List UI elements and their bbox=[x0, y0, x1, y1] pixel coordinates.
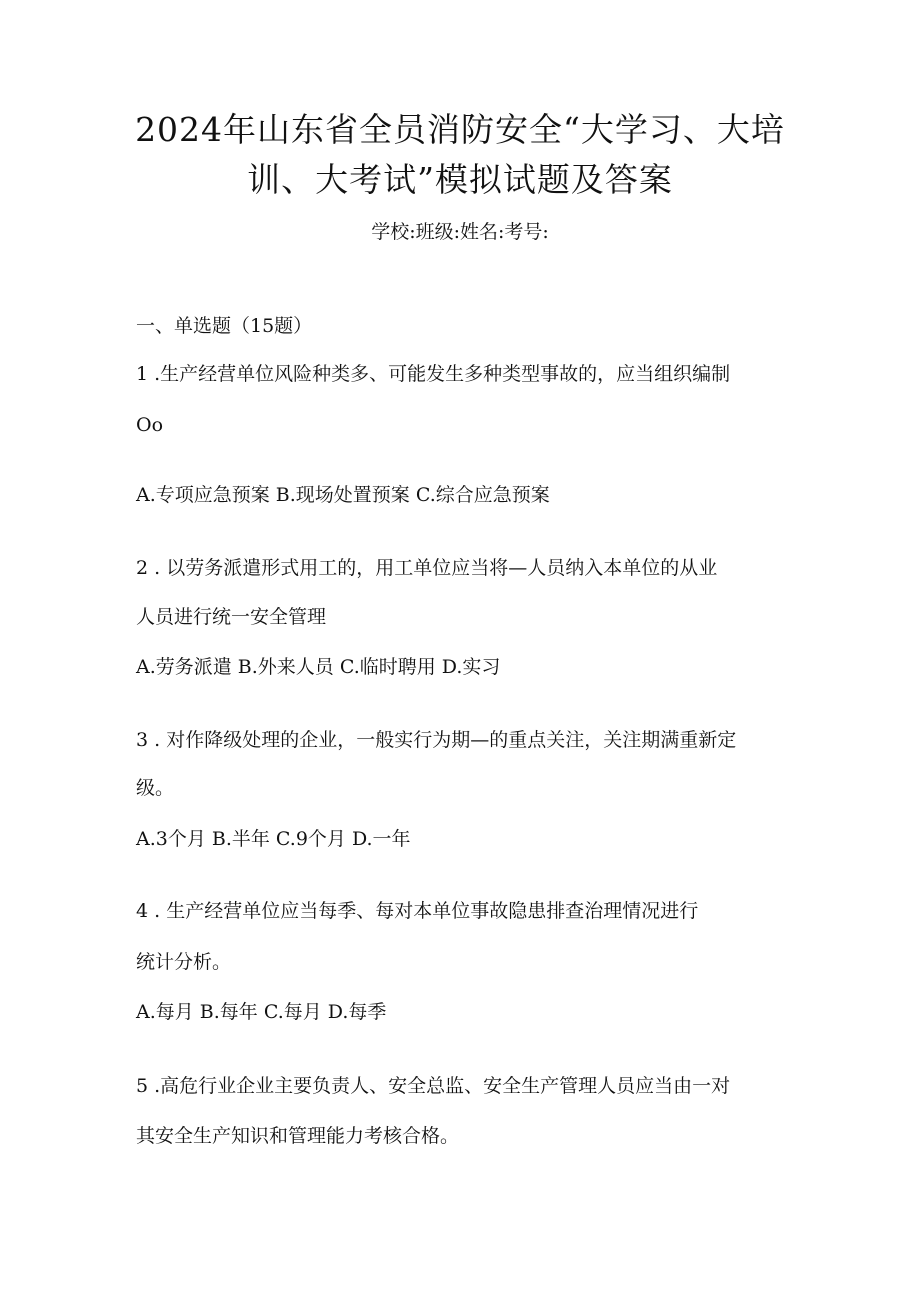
question-3-options: A.3个月 B.半年 C.9个月 D.一年 bbox=[136, 828, 411, 850]
question-5-stem-line-1: 5 .高危行业企业主要负责人、安全总监、安全生产管理人员应当由一对 bbox=[136, 1075, 731, 1097]
document-title-line-1: 2024年山东省全员消防安全“大学习、大培 bbox=[135, 110, 785, 149]
document-title-line-2: 训、大考试”模拟试题及答案 bbox=[247, 160, 673, 199]
question-2-options: A.劳务派遣 B.外来人员 C.临时聘用 D.实习 bbox=[136, 656, 501, 678]
question-5-stem-line-2: 其安全生产知识和管理能力考核合格。 bbox=[136, 1125, 460, 1147]
question-2-stem-line-1: 2 . 以劳务派遣形式用工的，用工单位应当将—人员纳入本单位的从业 bbox=[136, 557, 718, 579]
question-1-stem-line-1: 1 .生产经营单位风险种类多、可能发生多种类型事故的，应当组织编制 bbox=[136, 363, 731, 385]
question-4-stem-line-2: 统计分析。 bbox=[136, 951, 232, 973]
question-3-stem-line-1: 3 . 对作降级处理的企业，一般实行为期—的重点关注，关注期满重新定 bbox=[136, 729, 737, 751]
question-1-options: A.专项应急预案 B.现场处置预案 C.综合应急预案 bbox=[136, 484, 550, 506]
section-heading: 一、单选题（15题） bbox=[136, 315, 313, 337]
question-1-stem-line-2: Oo bbox=[136, 414, 164, 436]
student-info-line: 学校:班级:姓名:考号: bbox=[371, 221, 549, 243]
question-2-stem-line-2: 人员进行统一安全管理 bbox=[136, 606, 327, 628]
question-3-stem-line-2: 级。 bbox=[136, 777, 175, 799]
question-4-stem-line-1: 4 . 生产经营单位应当每季、每对本单位事故隐患排查治理情况进行 bbox=[136, 900, 699, 922]
question-4-options: A.每月 B.每年 C.每月 D.每季 bbox=[136, 1001, 387, 1023]
